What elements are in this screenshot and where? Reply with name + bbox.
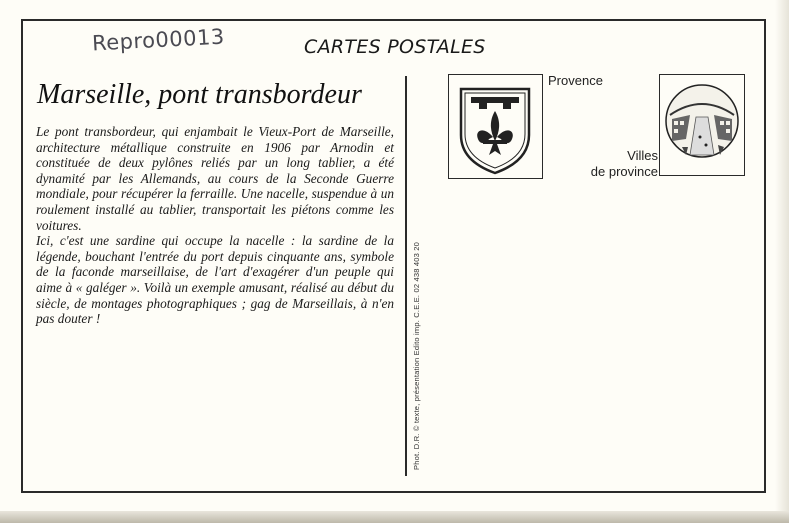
card-title: Marseille, pont transbordeur: [37, 79, 362, 110]
description-paragraph: Ici, c'est une sardine qui occupe la nacelle : la sardine de la légende, bouchant l'entrée du port depuis cinquante ans, symbole de la faconde marseillaise, de l'art d'exagérer d'un peuple qui aime à « galéger ». Voilà un exemple amusant, réalisé au début du siècle, de montages photographiques ; gag de Marseillais, à n'en pas douter !: [36, 233, 394, 327]
description-paragraph: Le pont transbordeur, qui enjambait le Vieux-Port de Marseille, architecture métallique construite en 1906 par Arnodin et constituée de deux pylônes reliés par un long tablier, a été dynamité par les Allemands, au cours de la Seconde Guerre mondiale, pour récupérer la ferraille. Une nacelle, suspendue à un roulement installé au tablier, transportait les piétons comme les voitures.: [36, 124, 394, 233]
stamp-villes-label-line2: de province: [590, 164, 658, 179]
center-divider: [405, 76, 407, 476]
stamp-provence: [448, 74, 543, 179]
handwritten-reference: Repro00013: [91, 24, 226, 56]
description-text: [36, 124, 394, 327]
stamp-villes-de-province: [659, 74, 745, 176]
stamp-provence-label: Provence: [548, 73, 603, 88]
fleur-de-lis-shield-icon: [449, 75, 541, 177]
city-street-medallion-icon: [660, 75, 743, 174]
stamp-villes-label-line1: Villes: [627, 148, 658, 163]
card-header: CARTES POSTALES: [304, 36, 486, 58]
stamp-villes-label: [591, 148, 658, 180]
card-edge-shadow: [775, 0, 789, 523]
printer-credit: Phot. D.R. © texte, présentation Edito imp. C.E.E. 02 438 403 20: [412, 241, 421, 470]
card-bottom-shadow: [0, 511, 789, 523]
